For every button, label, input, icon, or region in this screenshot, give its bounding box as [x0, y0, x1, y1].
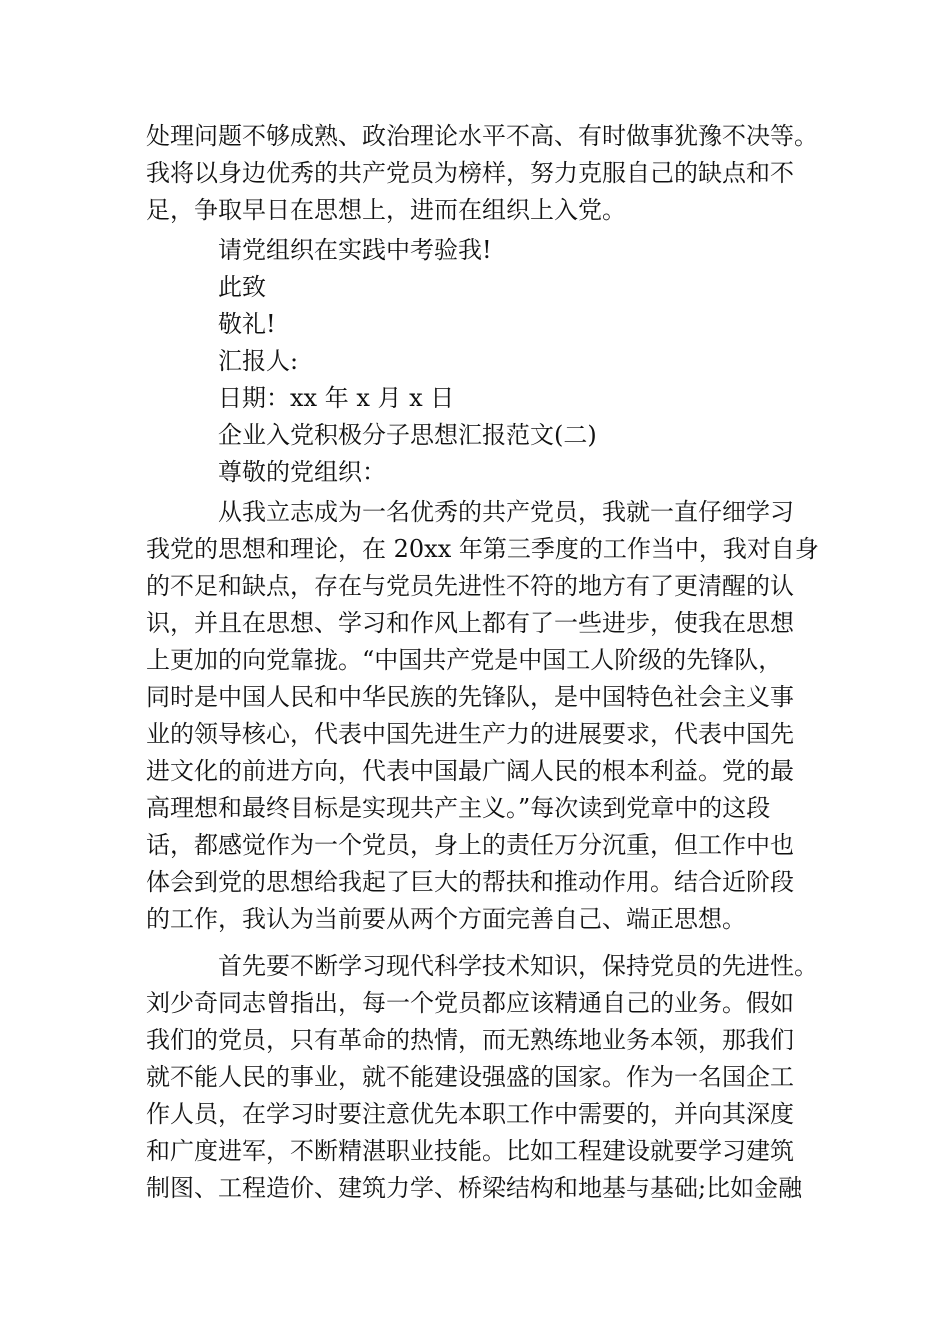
- text-line: 和广度进军，不断精湛职业技能。比如工程建设就要学习建筑: [146, 1137, 794, 1165]
- paragraph-continuation: [146, 118, 818, 229]
- text-line: 首先要不断学习现代科学技术知识，保持党员的先进性。: [218, 952, 818, 980]
- second-report-title: 企业入党积极分子思想汇报范文(二): [218, 421, 597, 449]
- reporter-label: 汇报人:: [218, 347, 299, 375]
- text-line: 上更加的向党靠拢。“中国共产党是中国工人阶级的先锋队，: [146, 646, 783, 674]
- paragraph-study: [146, 948, 818, 1207]
- text-line: 高理想和最终目标是实现共产主义。”每次读到党章中的这段: [146, 794, 771, 822]
- text-line: 识，并且在思想、学习和作风上都有了一些进步，使我在思想: [146, 609, 794, 637]
- text-line: 我党的思想和理论，在 20xx 年第三季度的工作当中，我对自身: [146, 535, 819, 563]
- text-line: 就不能人民的事业，就不能建设强盛的国家。作为一名国企工: [146, 1063, 794, 1091]
- text-line: 同时是中国人民和中华民族的先锋队，是中国特色社会主义事: [146, 683, 794, 711]
- closing-request: 请党组织在实践中考验我!: [218, 236, 492, 264]
- text-line: 我将以身边优秀的共产党员为榜样，努力克服自己的缺点和不: [146, 159, 794, 187]
- text-line: 体会到党的思想给我起了巨大的帮扶和推动作用。结合近阶段: [146, 868, 794, 896]
- text-line: 我们的党员，只有革命的热情，而无熟练地业务本领，那我们: [146, 1026, 794, 1054]
- closing-salutation-1: 此致: [218, 273, 266, 301]
- report-date: 日期：xx 年 x 月 x 日: [218, 384, 455, 412]
- text-line: 话，都感觉作为一个党员，身上的责任万分沉重，但工作中也: [146, 831, 794, 859]
- text-line: 的不足和缺点，存在与党员先进性不符的地方有了更清醒的认: [146, 572, 794, 600]
- paragraph-main: [146, 494, 819, 938]
- text-line: 进文化的前进方向，代表中国最广阔人民的根本利益。党的最: [146, 757, 794, 785]
- text-line: 制图、工程造价、建筑力学、桥梁结构和地基与基础;比如金融: [146, 1174, 803, 1202]
- text-line: 作人员，在学习时要注意优先本职工作中需要的，并向其深度: [146, 1100, 794, 1128]
- text-line: 刘少奇同志曾指出，每一个党员都应该精通自己的业务。假如: [146, 989, 794, 1017]
- text-line: 的工作，我认为当前要从两个方面完善自己、端正思想。: [146, 905, 746, 933]
- text-line: 从我立志成为一名优秀的共产党员，我就一直仔细学习: [218, 498, 794, 526]
- text-line: 处理问题不够成熟、政治理论水平不高、有时做事犹豫不决等。: [146, 122, 818, 150]
- closing-salutation-2: 敬礼!: [218, 310, 276, 338]
- document-body: [146, 118, 819, 1207]
- greeting: 尊敬的党组织：: [218, 458, 386, 486]
- text-line: 业的领导核心，代表中国先进生产力的进展要求，代表中国先: [146, 720, 794, 748]
- text-line: 足，争取早日在思想上，进而在组织上入党。: [146, 196, 626, 224]
